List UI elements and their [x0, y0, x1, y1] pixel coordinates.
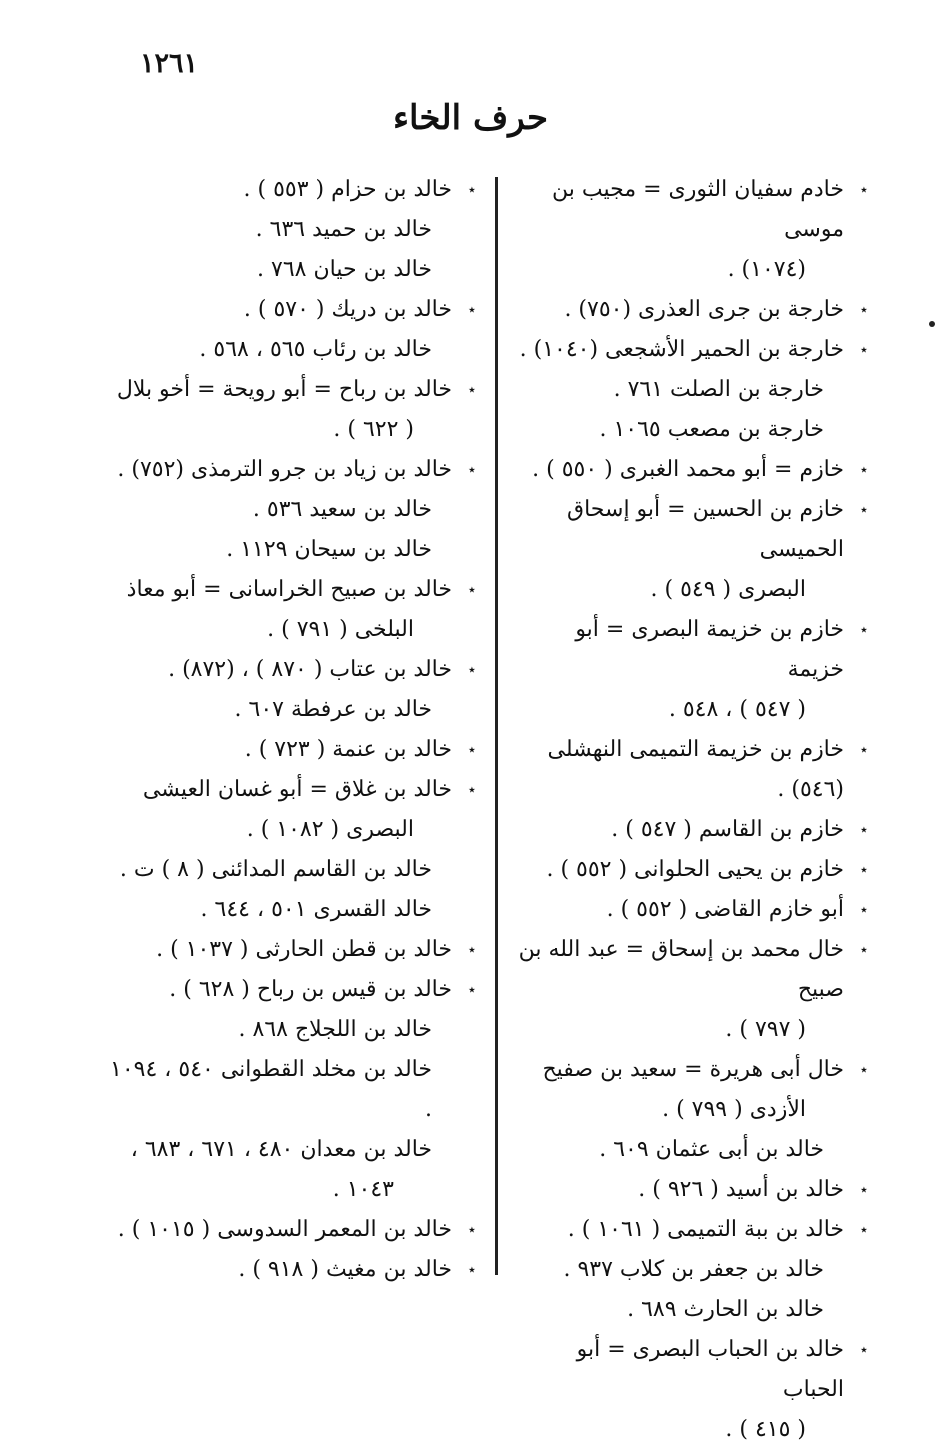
index-entry	[100, 330, 480, 370]
entry-line: أبو خازم القاضى ( ٥٥٢ ) .	[606, 897, 844, 922]
entry-line: الأزدى ( ٧٩٩ ) .	[662, 1097, 806, 1122]
asterisk-icon: ٭	[860, 342, 868, 358]
entry-line: خازم بن خزيمة البصرى = أبو خزيمة	[575, 617, 844, 682]
index-entry	[100, 850, 480, 890]
entry-line: خالد القسرى ٥٠١ ، ٦٤٤ .	[200, 897, 432, 922]
index-entry	[100, 530, 480, 570]
index-entry	[100, 970, 480, 1010]
entry-line: خالد بن مخلد القطوانى ٥٤٠ ، ١٠٩٤ .	[110, 1057, 432, 1122]
left-column	[100, 170, 480, 1290]
index-entry	[512, 850, 872, 890]
entry-line: (١٠٧٤) .	[727, 257, 806, 282]
entry-line: خالد بن عنمة ( ٧٢٣ ) .	[244, 737, 452, 762]
entry-line: خالد بن قطن الحارثى ( ١٠٣٧ ) .	[156, 937, 452, 962]
entry-line: خازم بن الحسين = أبو إسحاق الحميسى	[567, 497, 844, 562]
index-entry	[512, 290, 872, 330]
entry-line: خازم بن القاسم ( ٥٤٧ ) .	[611, 817, 844, 842]
index-entry	[100, 690, 480, 730]
entry-line: خالد بن اللجلاج ٨٦٨ .	[238, 1017, 432, 1042]
section-title: حرف الخاء	[393, 98, 548, 138]
entry-line: خالد بن المعمر السدوسى ( ١٠١٥ ) .	[117, 1217, 452, 1242]
asterisk-icon: ٭	[468, 782, 476, 798]
index-entry	[100, 170, 480, 210]
index-entry	[512, 930, 872, 1050]
index-entry	[100, 210, 480, 250]
index-entry	[512, 370, 872, 410]
index-entry	[100, 1210, 480, 1250]
entry-line: خازم = أبو محمد الغبرى ( ٥٥٠ ) .	[532, 457, 844, 482]
entry-line: خارجة بن جرى العذرى (٧٥٠) .	[564, 297, 844, 322]
entry-line: خالد بن الحارث ٦٨٩ .	[627, 1297, 824, 1322]
entry-line: خارجة بن الصلت ٧٦١ .	[613, 377, 824, 402]
index-entry	[512, 1130, 872, 1170]
entry-line: ١٠٤٣ .	[332, 1177, 394, 1202]
entry-line: خالد بن ببة التميمى ( ١٠٦١ ) .	[567, 1217, 844, 1242]
asterisk-icon: ٭	[860, 742, 868, 758]
entry-line: خالد بن حميد ٦٣٦ .	[255, 217, 432, 242]
asterisk-icon: ٭	[468, 982, 476, 998]
entry-line: خالد بن عرفطة ٦٠٧ .	[234, 697, 432, 722]
asterisk-icon: ٭	[860, 1062, 868, 1078]
asterisk-icon: ٭	[860, 462, 868, 478]
entry-line: خالد بن قيس بن رباح ( ٦٢٨ ) .	[169, 977, 452, 1002]
index-entry	[512, 410, 872, 450]
entry-line: خالد بن حزام ( ٥٥٣ ) .	[243, 177, 452, 202]
index-entry	[100, 370, 480, 450]
entry-line: خالد بن سعيد ٥٣٦ .	[252, 497, 432, 522]
entry-line: خالد بن أسيد ( ٩٢٦ ) .	[638, 1177, 844, 1202]
asterisk-icon: ٭	[468, 462, 476, 478]
entry-line: البصرى ( ١٠٨٢ ) .	[246, 817, 414, 842]
asterisk-icon: ٭	[468, 382, 476, 398]
entry-line: خالد بن القاسم المدائنى ( ٨ ) ت .	[119, 857, 432, 882]
entry-line: خالد بن غلاق = أبو غسان العيشى	[142, 777, 452, 802]
asterisk-icon: ٭	[860, 1182, 868, 1198]
entry-line: ( ٦٢٢ ) .	[333, 417, 414, 442]
index-entry	[100, 1250, 480, 1290]
entry-line: خالد بن معدان ٤٨٠ ، ٦٧١ ، ٦٨٣ ،	[130, 1137, 432, 1162]
asterisk-icon: ٭	[468, 742, 476, 758]
asterisk-icon: ٭	[860, 822, 868, 838]
asterisk-icon: ٭	[860, 902, 868, 918]
entry-line: خالد بن أبى عثمان ٦٠٩ .	[599, 1137, 824, 1162]
entry-line: خارجة بن مصعب ١٠٦٥ .	[599, 417, 824, 442]
asterisk-icon: ٭	[468, 1262, 476, 1278]
entry-line: خالد بن زياد بن جرو الترمذى (٧٥٢) .	[117, 457, 452, 482]
index-entry	[100, 490, 480, 530]
entry-line: خالد بن صبيح الخراسانى = أبو معاذ	[126, 577, 452, 602]
asterisk-icon: ٭	[860, 302, 868, 318]
index-entry	[512, 170, 872, 290]
index-entry	[100, 450, 480, 490]
entry-line: ( ٤١٥ ) .	[725, 1417, 806, 1442]
index-entry	[512, 1290, 872, 1330]
index-entry	[100, 570, 480, 650]
page-number: ١٢٦١	[140, 48, 199, 79]
right-column	[512, 170, 872, 1450]
index-entry	[100, 1010, 480, 1050]
entry-line: خالد بن رئاب ٥٦٥ ، ٥٦٨ .	[199, 337, 432, 362]
asterisk-icon: ٭	[468, 662, 476, 678]
entry-line: خادم سفيان الثورى = مجيب بن موسى	[552, 177, 844, 242]
index-entry	[512, 330, 872, 370]
entry-line: خالد بن جعفر بن كلاب ٩٣٧ .	[563, 1257, 824, 1282]
index-entry	[100, 1050, 480, 1130]
entry-line: خال محمد بن إسحاق = عبد الله بن صبيح	[518, 937, 844, 1002]
asterisk-icon: ٭	[860, 1342, 868, 1358]
index-entry	[512, 730, 872, 810]
entry-line: خالد بن حيان ٧٦٨ .	[257, 257, 432, 282]
asterisk-icon: ٭	[860, 942, 868, 958]
index-entry	[100, 650, 480, 690]
entry-line: خارجة بن الحمير الأشجعى (١٠٤٠) .	[519, 337, 844, 362]
entry-line: ( ٧٩٧ ) .	[725, 1017, 806, 1042]
entry-line: خالد بن رباح = أبو رويحة = أخو بلال	[116, 377, 452, 402]
asterisk-icon: ٭	[468, 942, 476, 958]
entry-line: خالد بن دريك ( ٥٧٠ ) .	[243, 297, 452, 322]
entry-line: البلخى ( ٧٩١ ) .	[267, 617, 414, 642]
entry-line: خازم بن خزيمة التميمى النهشلى (٥٤٦) .	[547, 737, 844, 802]
index-entry	[100, 290, 480, 330]
index-entry	[100, 250, 480, 290]
asterisk-icon: ٭	[468, 302, 476, 318]
index-entry	[512, 1330, 872, 1450]
index-entry	[512, 1250, 872, 1290]
index-entry	[512, 1170, 872, 1210]
index-entry	[512, 490, 872, 610]
index-entry	[512, 1210, 872, 1250]
index-entry	[512, 450, 872, 490]
column-divider	[495, 177, 498, 1275]
index-entry	[512, 810, 872, 850]
asterisk-icon: ٭	[468, 582, 476, 598]
index-entry	[100, 930, 480, 970]
index-entry	[100, 1130, 480, 1210]
index-entry	[512, 890, 872, 930]
index-entry	[100, 730, 480, 770]
entry-line: خالد بن سيحان ١١٢٩ .	[226, 537, 432, 562]
entry-line: البصرى ( ٥٤٩ ) .	[650, 577, 806, 602]
entry-line: خازم بن يحيى الحلوانى ( ٥٥٢ ) .	[546, 857, 844, 882]
asterisk-icon: ٭	[468, 1222, 476, 1238]
margin-dot	[929, 321, 935, 327]
index-entry	[100, 770, 480, 850]
entry-line: خال أبى هريرة = سعيد بن صفيح	[542, 1057, 844, 1082]
index-entry	[512, 610, 872, 730]
asterisk-icon: ٭	[860, 862, 868, 878]
asterisk-icon: ٭	[860, 502, 868, 518]
asterisk-icon: ٭	[860, 1222, 868, 1238]
entry-line: خالد بن الحباب البصرى = أبو الحباب	[576, 1337, 844, 1402]
asterisk-icon: ٭	[468, 182, 476, 198]
entry-line: ( ٥٤٧ ) ، ٥٤٨ .	[668, 697, 806, 722]
entry-line: خالد بن عتاب ( ٨٧٠ ) ، (٨٧٢) .	[168, 657, 452, 682]
index-entry	[512, 1050, 872, 1130]
asterisk-icon: ٭	[860, 622, 868, 638]
asterisk-icon: ٭	[860, 182, 868, 198]
entry-line: خالد بن مغيث ( ٩١٨ ) .	[238, 1257, 452, 1282]
index-entry	[100, 890, 480, 930]
